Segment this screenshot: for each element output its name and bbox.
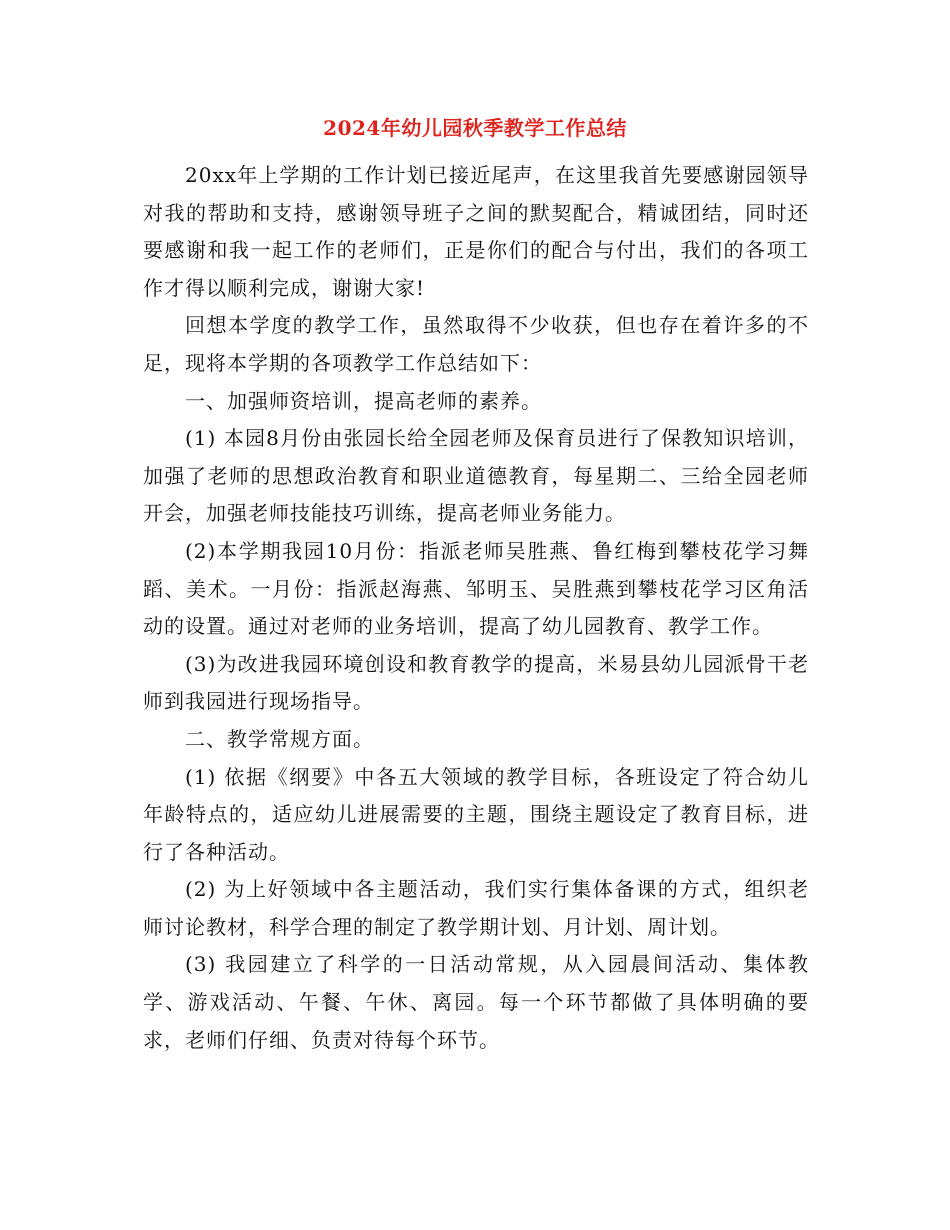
- paragraph-routine-1: (1) 依据《纲要》中各五大领域的教学目标，各班设定了符合幼儿年龄特点的，适应幼儿进展需要的主题，围绕主题设定了教育目标，进行了各种活动。: [143, 764, 809, 864]
- paragraph-training-3: (3)为改进我园环境创设和教育教学的提高，米易县幼儿园派骨干老师到我园进行现场指导。: [143, 651, 809, 714]
- paragraph-training-2: (2)本学期我园10月份：指派老师吴胜燕、鲁红梅到攀枝花学习舞蹈、美术。一月份：指派赵海燕、邹明玉、吴胜燕到攀枝花学习区角活动的设置。通过对老师的业务培训，提高了幼儿园教育、教学工作。: [143, 538, 809, 639]
- document-body: [143, 157, 809, 1059]
- paragraph-training-1: (1) 本园8月份由张园长给全园老师及保育员进行了保教知识培训，加强了老师的思想政治教育和职业道德教育，每星期二、三给全园老师开会，加强老师技能技巧训练，提高老师业务能力。: [143, 426, 809, 526]
- paragraph-review: 回想本学度的教学工作，虽然取得不少收获，但也存在着许多的不足，现将本学期的各项教学工作总结如下：: [143, 313, 809, 375]
- paragraph-routine-3: (3) 我园建立了科学的一日活动常规，从入园晨间活动、集体教学、游戏活动、午餐、午休、离园。每一个环节都做了具体明确的要求，老师们仔细、负责对待每个环节。: [143, 952, 809, 1052]
- section-heading-training: 一、加强师资培训，提高老师的素养。: [185, 388, 542, 413]
- section-heading-routine: 二、教学常规方面。: [185, 726, 374, 751]
- paragraph-intro: 20xx年上学期的工作计划已接近尾声，在这里我首先要感谢园领导对我的帮助和支持，感谢领导班子之间的默契配合，精诚团结，同时还要感谢和我一起工作的老师们，正是你们的配合与付出，我们的各项工作才得以顺利完成，谢谢大家!: [143, 163, 809, 300]
- paragraph-routine-2: (2) 为上好领域中各主题活动，我们实行集体备课的方式，组织老师讨论教材，科学合理的制定了教学期计划、月计划、周计划。: [143, 877, 809, 939]
- document-title: 2024年幼儿园秋季教学工作总结: [323, 116, 627, 140]
